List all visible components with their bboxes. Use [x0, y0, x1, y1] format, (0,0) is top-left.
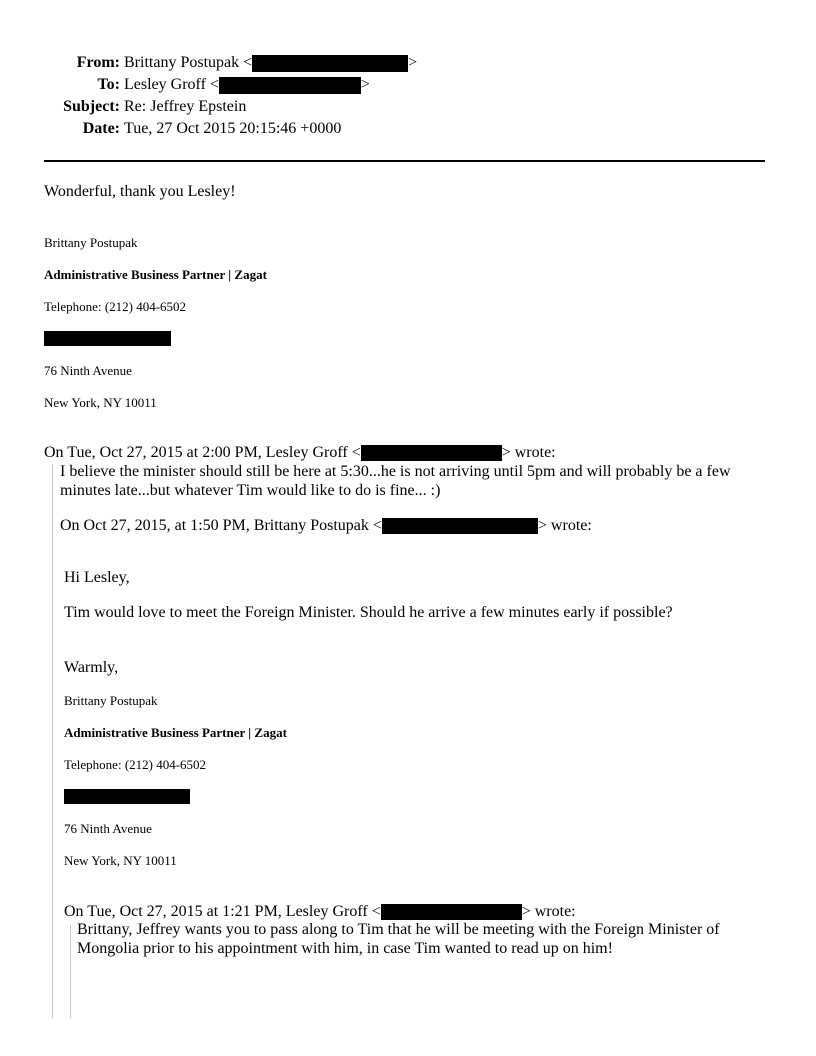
- signature-title: Administrative Business Partner | Zagat: [44, 267, 267, 282]
- subject-row: [44, 96, 417, 118]
- date-row: [44, 118, 417, 140]
- redacted-email: [382, 518, 538, 534]
- from-label: From:: [76, 54, 120, 71]
- quote3-attribution-start: On Tue, Oct 27, 2015 at 1:21 PM, Lesley Groff <: [64, 903, 381, 920]
- subject-value: Re: Jeffrey Epstein: [124, 98, 247, 115]
- header-divider: [44, 160, 765, 162]
- quote2-body: Tim would love to meet the Foreign Minister. Should he arrive a few minutes early if possible?: [64, 604, 673, 621]
- date-value: Tue, 27 Oct 2015 20:15:46 +0000: [124, 120, 342, 137]
- quote3-line2: Mongolia prior to his appointment with him, in case Tim wanted to read up on him!: [77, 940, 613, 957]
- signature2-address2: New York, NY 10011: [64, 853, 177, 868]
- signature-address2: New York, NY 10011: [44, 395, 157, 410]
- quote2-greeting: Hi Lesley,: [64, 569, 130, 586]
- quote3-attribution: [64, 903, 576, 921]
- redacted-signature-line: [64, 789, 190, 804]
- quote1-bar: [52, 464, 53, 1018]
- from-name: Brittany Postupak <: [124, 54, 253, 71]
- quote3-line1: Brittany, Jeffrey wants you to pass along to Tim that he will be meeting with the Foreign Minister of: [77, 921, 720, 938]
- signature-name: Brittany Postupak: [44, 235, 138, 250]
- signature-phone: Telephone: (212) 404-6502: [44, 299, 187, 314]
- signature2-address1: 76 Ninth Avenue: [64, 821, 152, 836]
- signature2-phone: Telephone: (212) 404-6502: [64, 757, 207, 772]
- quote2-attribution-end: > wrote:: [537, 517, 592, 534]
- signature-address1: 76 Ninth Avenue: [44, 363, 132, 378]
- quote1-attribution-end: > wrote:: [501, 444, 556, 461]
- to-end: >: [360, 76, 370, 93]
- quote1-line2: minutes late...but whatever Tim would like to do is fine... :): [60, 482, 441, 499]
- quote1-attribution-start: On Tue, Oct 27, 2015 at 2:00 PM, Lesley Groff <: [44, 444, 361, 461]
- to-label: To:: [97, 76, 120, 93]
- subject-label: Subject:: [63, 98, 120, 115]
- quote2-attribution: [60, 517, 592, 535]
- from-value: [124, 52, 417, 74]
- redacted-email: [361, 445, 502, 461]
- from-end: >: [408, 54, 418, 71]
- signature2-title: Administrative Business Partner | Zagat: [64, 725, 287, 740]
- quote1-attribution: [44, 444, 556, 462]
- quote1-line1: I believe the minister should still be here at 5:30...he is not arriving until 5pm and will probably be a few: [60, 463, 731, 480]
- to-row: [44, 74, 417, 96]
- reply-body: Wonderful, thank you Lesley!: [44, 183, 236, 200]
- to-name: Lesley Groff <: [124, 76, 219, 93]
- signature2-name: Brittany Postupak: [64, 693, 158, 708]
- quote2-attribution-start: On Oct 27, 2015, at 1:50 PM, Brittany Postupak <: [60, 517, 382, 534]
- redacted-signature-line: [44, 331, 171, 346]
- date-label: Date:: [82, 120, 120, 137]
- email-header: [44, 52, 417, 140]
- quote3-attribution-end: > wrote:: [521, 903, 576, 920]
- to-value: [124, 74, 370, 96]
- redacted-email: [219, 77, 361, 94]
- redacted-email: [252, 55, 408, 72]
- quote3-bar: [70, 925, 71, 1018]
- redacted-email: [381, 904, 522, 920]
- quote2-closing: Warmly,: [64, 659, 119, 676]
- from-row: [44, 52, 417, 74]
